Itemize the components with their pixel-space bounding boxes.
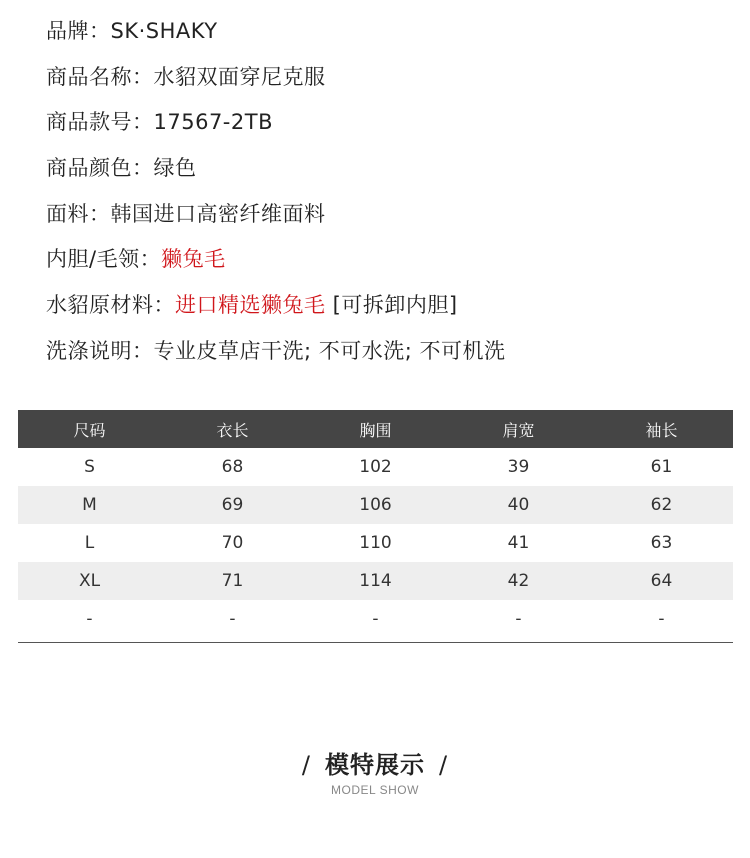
size-table — [18, 410, 733, 638]
info-fabric — [46, 192, 736, 238]
info-label: 水貂原材料： — [46, 293, 175, 318]
table-cell: - — [372, 609, 379, 629]
info-value-note: [可拆卸内胆] — [325, 293, 458, 318]
table-row — [18, 524, 733, 562]
info-style-number — [46, 100, 736, 146]
table-cell: 102 — [359, 457, 392, 477]
info-product-name — [46, 55, 736, 101]
info-value: 绿色 — [153, 156, 197, 181]
info-label: 内胆/毛领： — [46, 247, 162, 272]
table-cell: 68 — [221, 457, 244, 477]
table-cell: XL — [18, 562, 161, 600]
table-cell: 40 — [447, 486, 590, 524]
table-cell: 41 — [507, 533, 530, 553]
info-washing — [46, 329, 736, 375]
info-mink-material — [46, 283, 736, 329]
table-cell: - — [86, 609, 93, 629]
info-value-highlight: 獭兔毛 — [161, 247, 226, 272]
info-value-highlight: 进口精选獭兔毛 — [175, 293, 326, 318]
table-cell: 114 — [304, 562, 447, 600]
info-label: 洗涤说明： — [46, 338, 154, 363]
table-cell: 61 — [650, 457, 673, 477]
table-cell: L — [84, 533, 95, 553]
table-cell: M — [18, 486, 161, 524]
info-label: 面料： — [46, 201, 111, 226]
table-row — [18, 448, 733, 486]
table-row — [18, 600, 733, 638]
table-row — [18, 486, 733, 524]
info-value: 韩国进口高密纤维面料 — [110, 201, 326, 226]
info-label: 商品颜色： — [46, 156, 154, 181]
info-brand — [46, 9, 736, 55]
section-title-text: 模特展示 — [325, 751, 425, 779]
table-cell: 106 — [304, 486, 447, 524]
info-label: 品牌： — [46, 19, 111, 43]
info-value: 专业皮草店干洗; 不可水洗; 不可机洗 — [153, 338, 506, 363]
table-row — [18, 562, 733, 600]
info-label: 商品名称： — [46, 64, 154, 89]
table-cell: 39 — [507, 457, 530, 477]
header-sleeve: 袖长 — [590, 410, 733, 448]
table-cell: 62 — [590, 486, 733, 524]
table-cell: - — [229, 609, 236, 629]
header-length: 衣长 — [161, 410, 304, 448]
table-cell: 42 — [447, 562, 590, 600]
table-cell: 70 — [221, 533, 244, 553]
info-value: 水貂双面穿尼克服 — [153, 64, 326, 89]
table-cell: 63 — [650, 533, 673, 553]
header-size: 尺码 — [18, 410, 161, 448]
info-value: 17567-2TB — [153, 110, 273, 135]
table-header-row — [18, 410, 733, 448]
title-slash-right: / — [439, 751, 449, 779]
table-cell: 69 — [161, 486, 304, 524]
info-value: SK·SHAKY — [110, 19, 218, 43]
title-slash-left: / — [301, 751, 311, 779]
info-label: 商品款号： — [46, 110, 154, 135]
table-cell: S — [84, 457, 95, 477]
header-chest: 胸围 — [304, 410, 447, 448]
table-cell: - — [658, 609, 665, 629]
info-color — [46, 146, 736, 192]
table-bottom-divider — [18, 642, 733, 643]
table-cell: - — [515, 609, 522, 629]
section-title — [0, 745, 750, 780]
header-shoulder: 肩宽 — [447, 410, 590, 448]
section-subtitle: MODEL SHOW — [331, 783, 419, 797]
table-cell: 110 — [359, 533, 392, 553]
info-lining-collar — [46, 237, 736, 283]
product-info — [46, 9, 736, 375]
table-cell: 64 — [590, 562, 733, 600]
table-cell: 71 — [161, 562, 304, 600]
